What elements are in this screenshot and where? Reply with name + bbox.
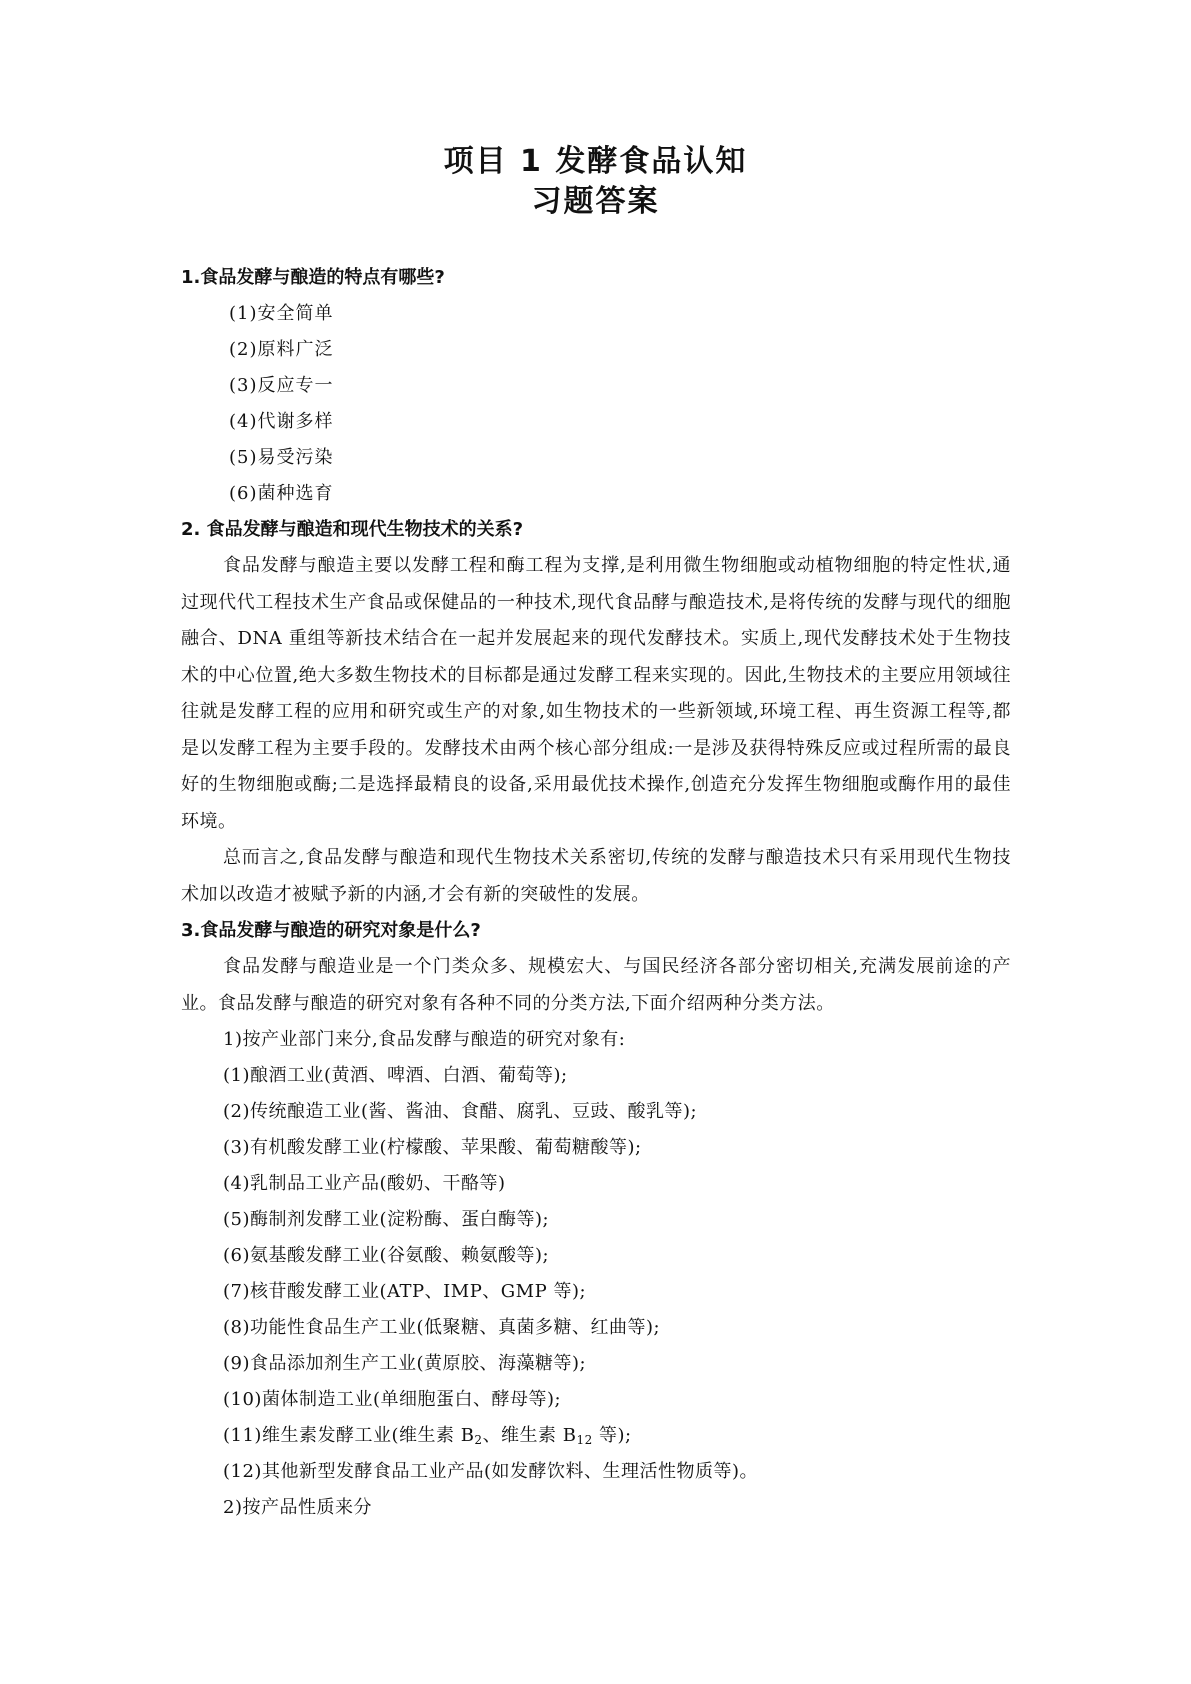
q3-paragraph-1: 食品发酵与酿造业是一个门类众多、规模宏大、与国民经济各部分密切相关,充满发展前途的产业。食品发酵与酿造的研究对象有各种不同的分类方法,下面介绍两种分类方法。: [181, 956, 1011, 1014]
q3-item: (4)乳制品工业产品(酸奶、干酪等): [223, 1173, 506, 1194]
q3-subheading-1: 1)按产业部门来分,食品发酵与酿造的研究对象有:: [223, 1029, 626, 1050]
vitamin-b2-subscript: 2: [474, 1433, 483, 1447]
q3-item: (5)酶制剂发酵工业(淀粉酶、蛋白酶等);: [223, 1209, 550, 1230]
document-body: [181, 260, 1011, 1526]
question-1: 1.食品发酵与酿造的特点有哪些?: [181, 267, 445, 288]
page-title: 项目 1 发酵食品认知: [443, 144, 748, 179]
q1-item: (2)原料广泛: [229, 339, 334, 360]
q3-item-11-prefix: (11)维生素发酵工业(维生素 B: [223, 1425, 475, 1446]
title-block: [0, 142, 1191, 222]
q3-item-12: (12)其他新型发酵食品工业产品(如发酵饮料、生理活性物质等)。: [223, 1461, 758, 1482]
q3-item: (9)食品添加剂生产工业(黄原胶、海藻糖等);: [223, 1353, 587, 1374]
q1-item: (3)反应专一: [229, 375, 334, 396]
question-3: 3.食品发酵与酿造的研究对象是什么?: [181, 920, 481, 941]
q3-item-11-suffix: 等);: [592, 1425, 632, 1446]
q3-item-11: [181, 1418, 1011, 1454]
q2-paragraph-1: 食品发酵与酿造主要以发酵工程和酶工程为支撑,是利用微生物细胞或动植物细胞的特定性状,通过现代代工程技术生产食品或保健品的一种技术,现代食品酵与酿造技术,是将传统的发酵与现代的细胞融合、DNA 重组等新技术结合在一起并发展起来的现代发酵技术。实质上,现代发酵技术处于生物技术的中心位置,绝大多数生物技术的目标都是通过发酵工程来实现的。因此,生物技术的主要应用领域往往就是发酵工程的应用和研究或生产的对象,如生物技术的一些新领域,环境工程、再生资源工程等,都是以发酵工程为主要手段的。发酵技术由两个核心部分组成:一是涉及获得特殊反应或过程所需的最良好的生物细胞或酶;二是选择最精良的设备,采用最优技术操作,创造充分发挥生物细胞或酶作用的最佳环境。: [181, 555, 1011, 832]
q3-item: (2)传统酿造工业(酱、酱油、食醋、腐乳、豆豉、酸乳等);: [223, 1101, 698, 1122]
q3-item: (7)核苷酸发酵工业(ATP、IMP、GMP 等);: [223, 1281, 587, 1302]
q1-item: (1)安全简单: [229, 303, 334, 324]
page-subtitle: 习题答案: [531, 184, 660, 219]
q3-item: (8)功能性食品生产工业(低聚糖、真菌多糖、红曲等);: [223, 1317, 661, 1338]
q3-item: (6)氨基酸发酵工业(谷氨酸、赖氨酸等);: [223, 1245, 550, 1266]
q1-item: (6)菌种选育: [229, 483, 334, 504]
vitamin-b12-subscript: 12: [576, 1433, 593, 1447]
q2-paragraph-2: 总而言之,食品发酵与酿造和现代生物技术关系密切,传统的发酵与酿造技术只有采用现代生物技术加以改造才被赋予新的内涵,才会有新的突破性的发展。: [181, 847, 1011, 905]
q1-item: (5)易受污染: [229, 447, 334, 468]
question-2: 2. 食品发酵与酿造和现代生物技术的关系?: [181, 519, 524, 540]
q3-item-11-middle: 、维生素 B: [482, 1425, 577, 1446]
q3-item: (1)酿酒工业(黄酒、啤酒、白酒、葡萄等);: [223, 1065, 568, 1086]
q3-item: (3)有机酸发酵工业(柠檬酸、苹果酸、葡萄糖酸等);: [223, 1137, 642, 1158]
q3-subheading-2: 2)按产品性质来分: [223, 1497, 372, 1518]
q3-item: (10)菌体制造工业(单细胞蛋白、酵母等);: [223, 1389, 562, 1410]
q1-item: (4)代谢多样: [229, 411, 334, 432]
